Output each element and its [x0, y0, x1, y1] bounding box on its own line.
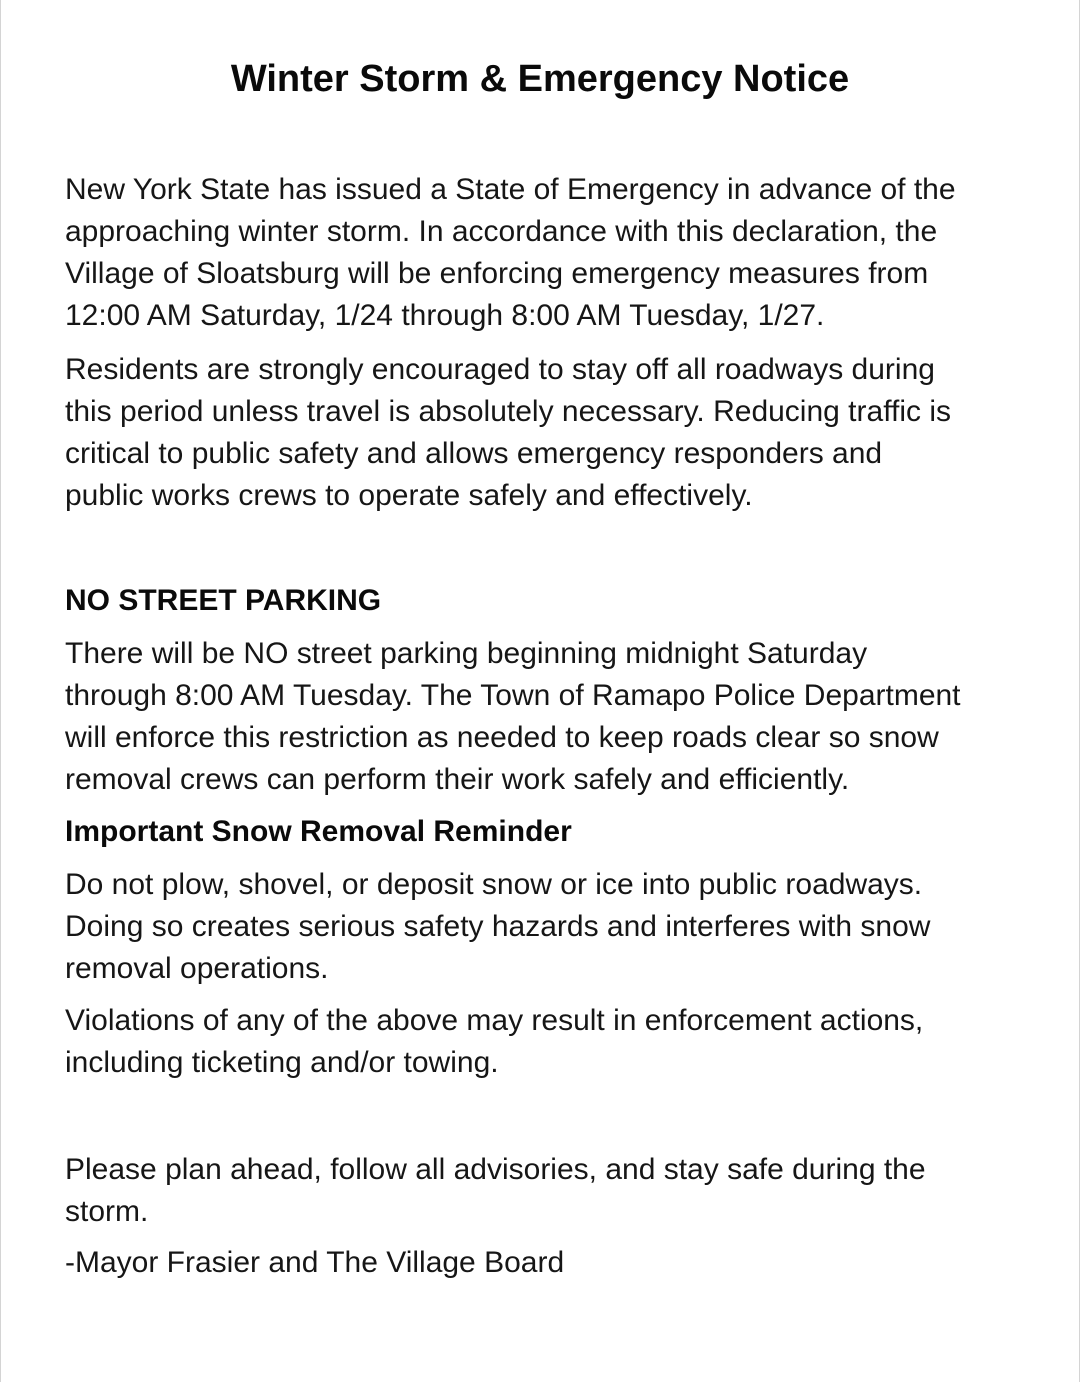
- advisory-line: Residents are strongly encouraged to stay off all roadways during: [65, 353, 935, 386]
- intro-paragraph: [65, 169, 1055, 337]
- violation-line: Violations of any of the above may result in enforcement actions,: [65, 1004, 924, 1037]
- reminder-heading: Important Snow Removal Reminder: [65, 815, 572, 848]
- parking-line: There will be NO street parking beginning midnight Saturday: [65, 637, 868, 670]
- notice-title: Winter Storm & Emergency Notice: [230, 58, 850, 100]
- violation-line: including ticketing and/or towing.: [65, 1046, 499, 1079]
- signature-line: -Mayor Frasier and The Village Board: [65, 1246, 565, 1279]
- violation-paragraph: [65, 1000, 1055, 1084]
- signature: [65, 1242, 1055, 1284]
- closing-line: Please plan ahead, follow all advisories, and stay safe during the: [65, 1153, 926, 1186]
- intro-line: 12:00 AM Saturday, 1/24 through 8:00 AM Tuesday, 1/27.: [65, 299, 825, 332]
- advisory-paragraph: [65, 349, 1055, 517]
- intro-line: Village of Sloatsburg will be enforcing emergency measures from: [65, 257, 929, 290]
- parking-heading: NO STREET PARKING: [65, 584, 382, 617]
- closing-paragraph: [65, 1149, 1055, 1233]
- reminder-line: removal operations.: [65, 952, 329, 985]
- parking-paragraph: [65, 633, 1055, 801]
- parking-line: removal crews can perform their work safely and efficiently.: [65, 763, 850, 796]
- reminder-paragraph: [65, 864, 1055, 990]
- closing-line: storm.: [65, 1195, 149, 1228]
- reminder-line: Doing so creates serious safety hazards and interferes with snow: [65, 910, 931, 943]
- reminder-line: Do not plow, shovel, or deposit snow or ice into public roadways.: [65, 868, 923, 901]
- intro-line: New York State has issued a State of Emergency in advance of the: [65, 173, 956, 206]
- parking-line: through 8:00 AM Tuesday. The Town of Ramapo Police Department: [65, 679, 961, 712]
- advisory-line: critical to public safety and allows emergency responders and: [65, 437, 883, 470]
- intro-line: approaching winter storm. In accordance with this declaration, the: [65, 215, 938, 248]
- advisory-line: this period unless travel is absolutely necessary. Reducing traffic is: [65, 395, 951, 428]
- parking-line: will enforce this restriction as needed to keep roads clear so snow: [65, 721, 939, 754]
- advisory-line: public works crews to operate safely and effectively.: [65, 479, 753, 512]
